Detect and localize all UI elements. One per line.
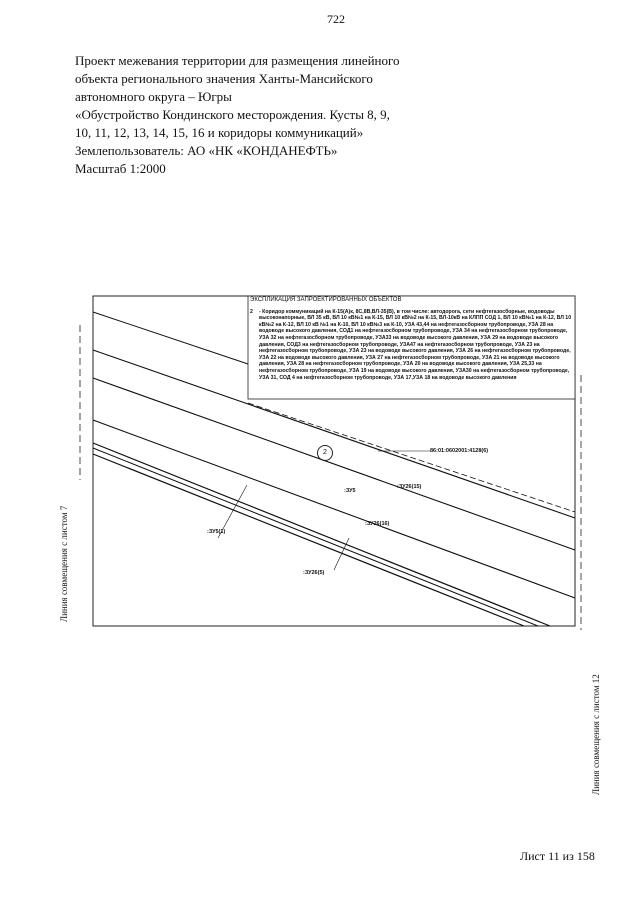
boundary-line <box>93 378 575 550</box>
cadastral-number-label: 86:01:0602001:4128(6) <box>430 448 489 454</box>
explication-row <box>250 309 572 382</box>
boundary-line <box>93 454 524 626</box>
plot-label-zu26-16: :ЗУ26(16) <box>365 521 390 527</box>
match-line-right-label: Линия совмещения с листом 12 <box>591 674 601 795</box>
heading-line: «Обустройство Кондинского месторождения. Кусты 8, 9, <box>75 107 390 122</box>
plot-label-zu26-5: :ЗУ26(5) <box>303 570 325 576</box>
heading-line: Масштаб 1:2000 <box>75 161 166 176</box>
explication-table <box>250 297 572 381</box>
explication-item-text: - Коридор коммуникаций на К-15(А)к, 8С,8В,ВЛ-35(В), в том числе: автодорога, сети нефтегазосборные, водоводы высоконапорные, ВЛ 35 кВ, ВЛ 10 кВ№1 на К-15, ВЛ 10 кВ№2 на К-15, ВЛ-10кВ на КЛПП СОД 1, ВЛ 10 кВ№1 на К-12, ВЛ 10 кВ№2 на К-12, ВЛ 10 кВ №1 на К-10, ВЛ 10 кВ№3 на К-10, УЗА 43,44 на нефтегазосборном трубопроводе, УЗА 28 на водоводе высокого давления, СОД1 на нефтегазосборном трубопроводе, УЗА 34 на нефтегазосборном трубопроводе, УЗА 32 на нефтегазосборном трубопроводе, УЗА33 на водоводе высокого давления, УЗА 29 на водоводе высокого давления, СОД3 на нефтегазосборном трубопроводе, УЗА47 на нефтегазосборном трубопроводе, УЗА 23 на нефтегазосборном трубопроводе, УЗА 23 на водоводе высокого давления, УЗА 26 на нефтегазосборном трубопроводе, УЗА 22 на водоводе высокого давления, УЗА 27 на нефтегазосборном трубопроводе, УЗА 21 на водоводе высокого давления, УЗА 28 на нефтегазосборном трубопроводе, УЗА 20 на водоводе высокого давления, УЗА 25,33 на нефтегазосборном трубопроводе, УЗА 19 на водоводе высокого давления, УЗА30 на нефтегазосборном трубопроводе, УЗА 31, СОД 4 на нефтегазосборном трубопроводе, УЗА 17,УЗА 18 на водоводе высокого давления <box>259 308 572 381</box>
boundary-line <box>93 443 550 626</box>
heading-line: Землепользователь: АО «НК «КОНДАНЕФТЬ» <box>75 143 338 158</box>
sheet-counter: Лист 11 из 158 <box>520 849 595 863</box>
boundary-line <box>93 420 575 598</box>
page-number: 722 <box>327 12 345 26</box>
plot-label-zu5-1: :ЗУ5(1) <box>207 529 226 535</box>
heading-line: объекта регионального значения Ханты-Мансийского <box>75 71 373 86</box>
boundary-line <box>93 312 248 364</box>
boundary-line <box>93 448 538 626</box>
object-number-circle: 2 <box>317 445 333 461</box>
plot-label-zu5: :ЗУ5 <box>344 488 356 494</box>
plot-label-zu26-15: :ЗУ26(15) <box>397 484 422 490</box>
heading-line: Проект межевания территории для размещения линейного <box>75 53 400 68</box>
explication-title: ЭКСПЛИКАЦИЯ ЗАПРОЕКТИРОВАННЫХ ОБЪЕКТОВ <box>250 297 402 303</box>
heading-line: автономного округа – Югры <box>75 89 232 104</box>
explication-item-number: 2 <box>250 308 253 315</box>
match-line-left-label: Линия совмещения с листом 7 <box>59 505 69 622</box>
heading-line: 10, 11, 12, 13, 14, 15, 16 и коридоры коммуникаций» <box>75 125 364 140</box>
